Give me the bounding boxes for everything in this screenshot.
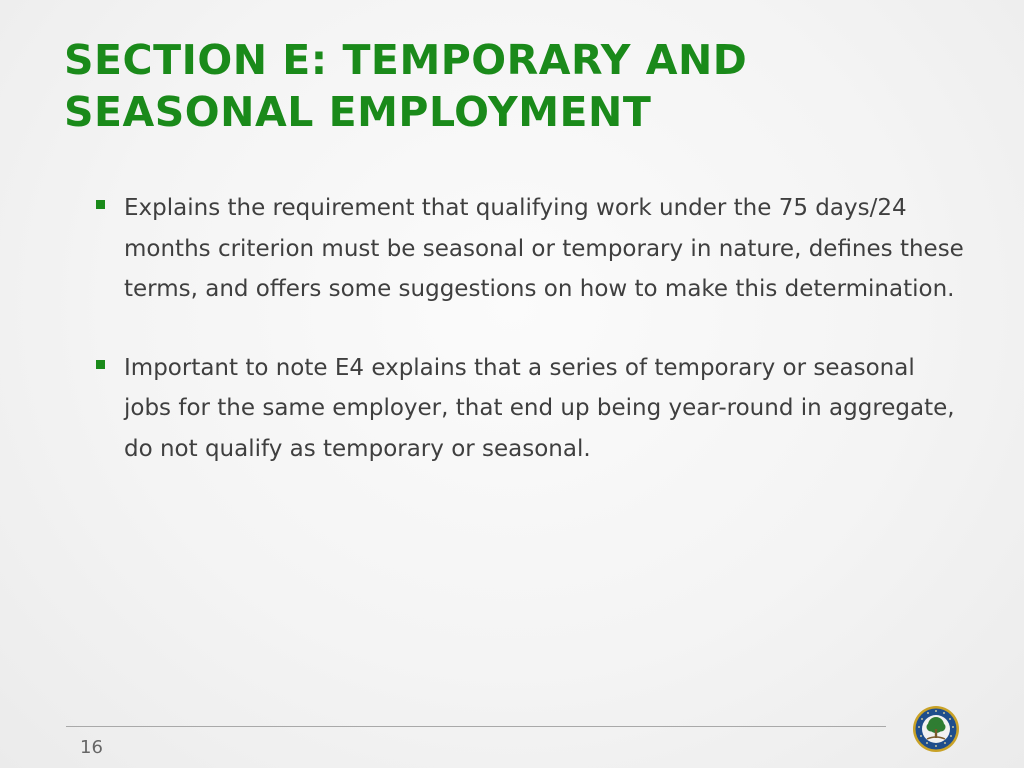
page-number: 16 bbox=[80, 737, 103, 758]
square-bullet-icon bbox=[96, 360, 105, 369]
department-seal-icon bbox=[912, 705, 960, 753]
bullet-item bbox=[96, 348, 966, 470]
slide-title: SECTION E: TEMPORARY AND SEASONAL EMPLOYMENT bbox=[64, 36, 748, 136]
bullet-list bbox=[96, 188, 966, 507]
bullet-item bbox=[96, 188, 966, 310]
bullet-text: Explains the requirement that qualifying work under the 75 days/24 months criterion must be seasonal or temporary in nature, defines these terms, and offers some suggestions on how to make this determination. bbox=[124, 195, 964, 302]
square-bullet-icon bbox=[96, 200, 105, 209]
bullet-text: Important to note E4 explains that a series of temporary or seasonal jobs for the same employer, that end up being year-round in aggregate, do not qualify as temporary or seasonal. bbox=[124, 354, 955, 462]
footer-divider bbox=[66, 726, 886, 727]
